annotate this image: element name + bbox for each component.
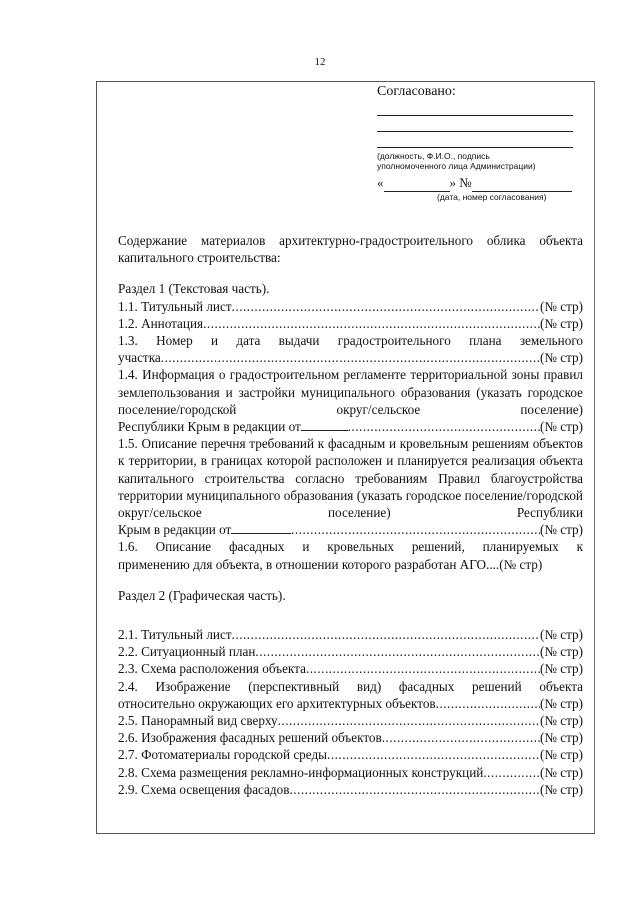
toc-page-ref: (№ стр) bbox=[539, 781, 583, 797]
toc-item-2-1 bbox=[118, 626, 583, 643]
toc-item-label: Крым в редакции от bbox=[118, 522, 232, 538]
toc-page-ref: (№ стр) bbox=[539, 695, 583, 711]
toc-item-1-1 bbox=[118, 298, 583, 315]
document-content bbox=[118, 232, 583, 798]
toc-item-label: 2.7. Фотоматериалы городской среды bbox=[118, 747, 328, 763]
toc-item-2-6 bbox=[118, 729, 583, 746]
toc-item-1-6-line-1: 1.6. Описание фасадных и кровельных решений, планируемых к bbox=[118, 539, 583, 555]
toc-item-2-4-line-2 bbox=[118, 695, 583, 712]
toc-item-label: 2.6. Изображения фасадных решений объектов bbox=[118, 730, 382, 746]
toc-item-1-5-text: 1.5. Описание перечня требований к фасадным и кровельным решениям объектов к территории, в границах которой расположен и планируется реализация объекта капитального строительства согласно требованиям Правил благоустройства территории муниципального образования (указать городское поселение/городской округ/сельское поселение) Республики bbox=[118, 436, 583, 521]
toc-page-ref: (№ стр) bbox=[539, 764, 583, 780]
toc-item-1-4-last-line bbox=[118, 418, 583, 435]
toc-page-ref: (№ стр) bbox=[539, 644, 583, 660]
toc-item-label: 1.2. Аннотация bbox=[118, 315, 204, 331]
toc-page-ref: (№ стр) bbox=[539, 747, 583, 763]
toc-item-1-6-line-2: применению для объекта, в отношении которого разработан АГО....(№ стр) bbox=[118, 556, 543, 572]
content-heading: Содержание материалов архитектурно-градостроительного облика объекта капитального строительства: bbox=[118, 233, 583, 266]
approval-position-caption-1: (должность, Ф.И.О., подпись bbox=[377, 151, 490, 161]
toc-item-label: относительно окружающих его архитектурных объектов bbox=[118, 695, 436, 711]
toc-item-label: 1.1. Титульный лист bbox=[118, 298, 232, 314]
toc-item-1-3-line-2 bbox=[118, 349, 583, 366]
toc-item-1-4-text: 1.4. Информация о градостроительном регламенте территориальной зоны правил землепользования и застройки муниципального образования (указать городское поселение/городской округ/сельское поселение) bbox=[118, 367, 583, 417]
approval-signature-line-1 bbox=[377, 100, 573, 116]
number-blank bbox=[472, 175, 572, 192]
toc-item-label: 2.8. Схема размещения рекламно-информационных конструкций bbox=[118, 764, 484, 780]
toc-page-ref: (№ стр) bbox=[539, 522, 583, 538]
toc-item-2-4-line-1: 2.4. Изображение (перспективный вид) фасадных решений объекта bbox=[118, 678, 583, 694]
toc-item-1-2 bbox=[118, 315, 583, 332]
approval-block bbox=[377, 83, 587, 203]
approval-signature-line-2 bbox=[377, 116, 573, 132]
page-number: 12 bbox=[314, 56, 326, 68]
quote-open: « bbox=[377, 175, 384, 190]
approval-date-line bbox=[377, 175, 587, 192]
toc-item-label: Республики Крым в редакции от bbox=[118, 419, 301, 435]
approval-date-caption: (дата, номер согласования) bbox=[437, 192, 547, 202]
toc-item-1-3-line-1: 1.3. Номер и дата выдачи градостроительного плана земельного bbox=[118, 333, 583, 349]
edition-date-blank bbox=[301, 418, 348, 431]
toc-page-ref: (№ стр) bbox=[539, 627, 583, 643]
toc-page-ref: (№ стр) bbox=[539, 298, 583, 314]
toc-page-ref: (№ стр) bbox=[539, 661, 583, 677]
toc-item-1-5-last-line bbox=[118, 521, 583, 538]
toc-item-label: 2.3. Схема расположения объекта bbox=[118, 661, 306, 677]
toc-page-ref: (№ стр) bbox=[539, 713, 583, 729]
toc-item-label: 2.2. Ситуационный план bbox=[118, 644, 256, 660]
toc-item-2-9 bbox=[118, 781, 583, 798]
quote-close-number: » № bbox=[449, 175, 472, 190]
toc-item-2-3 bbox=[118, 660, 583, 677]
toc-page-ref: (№ стр) bbox=[539, 419, 583, 435]
section-1-title: Раздел 1 (Текстовая часть). bbox=[118, 281, 270, 297]
date-blank bbox=[384, 175, 450, 192]
toc-page-ref: (№ стр) bbox=[539, 730, 583, 746]
approval-title: Согласовано: bbox=[377, 84, 456, 99]
approval-position-caption-2: уполномоченного лица Администрации) bbox=[377, 161, 536, 171]
toc-item-2-2 bbox=[118, 643, 583, 660]
toc-item-2-8 bbox=[118, 764, 583, 781]
toc-page-ref: (№ стр) bbox=[539, 350, 583, 366]
toc-item-label: 2.9. Схема освещения фасадов bbox=[118, 781, 290, 797]
toc-page-ref: (№ стр) bbox=[539, 315, 583, 331]
toc-item-label: 2.5. Панорамный вид сверху bbox=[118, 713, 278, 729]
approval-signature-line-3 bbox=[377, 132, 573, 148]
toc-item-2-7 bbox=[118, 746, 583, 763]
section-2-title: Раздел 2 (Графическая часть). bbox=[118, 587, 286, 603]
toc-item-2-5 bbox=[118, 712, 583, 729]
edition-date-blank bbox=[231, 521, 291, 534]
toc-item-label: участка bbox=[118, 350, 161, 366]
toc-item-label: 2.1. Титульный лист bbox=[118, 627, 232, 643]
